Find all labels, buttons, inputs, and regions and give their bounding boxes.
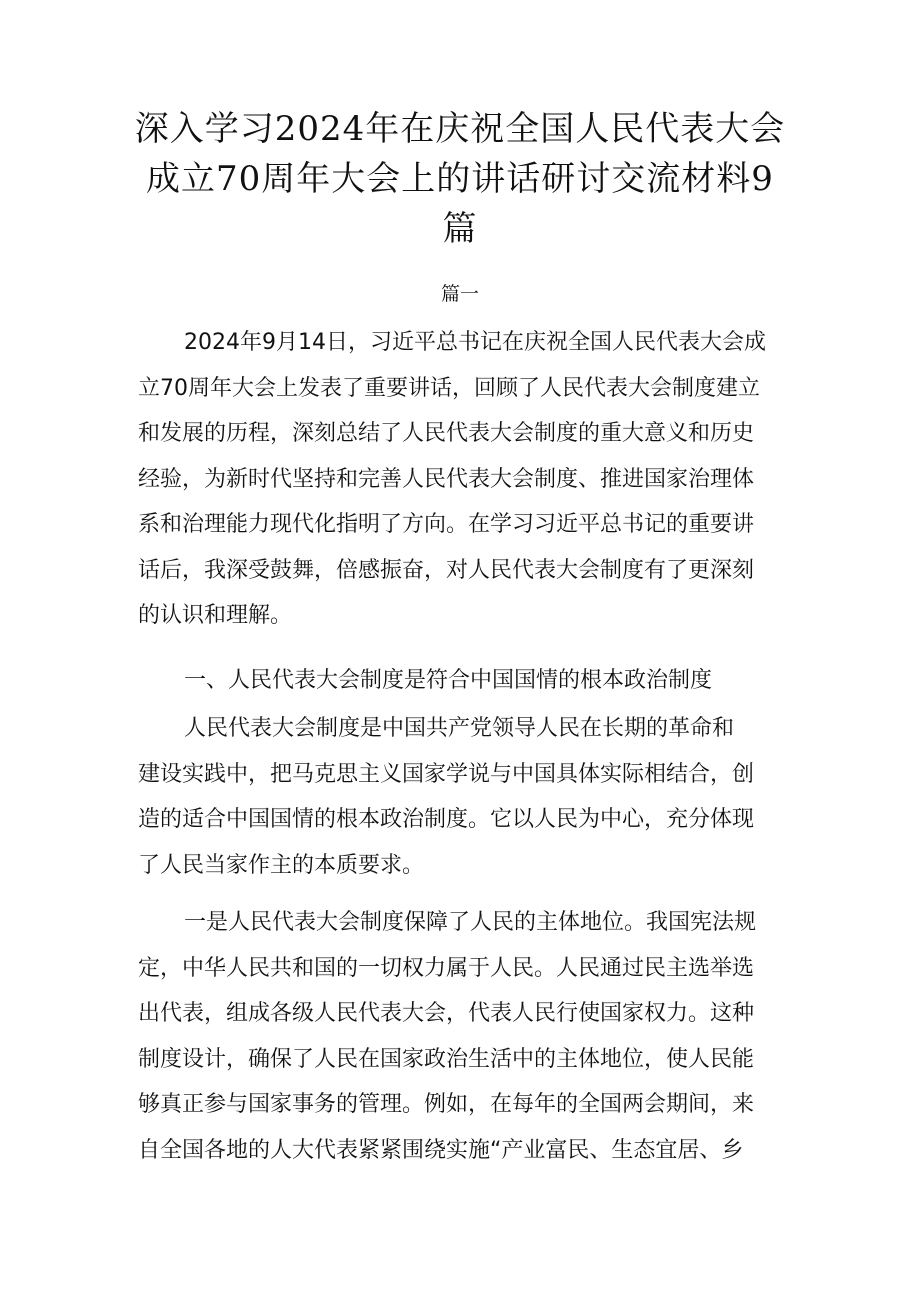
paragraph-intro [138, 320, 786, 639]
title-line: 深入学习2024年在庆祝全国人民代表大会 [134, 109, 786, 149]
text-line: 经验，为新时代坚持和完善人民代表大会制度、推进国家治理体 [138, 466, 755, 492]
paragraph-point-one [138, 900, 786, 1173]
text-line: 和发展的历程，深刻总结了人民代表大会制度的重大意义和历史 [138, 421, 755, 446]
text-line: 够真正参与国家事务的管理。例如，在每年的全国两会期间，来 [138, 1092, 755, 1117]
text-line: 自全国各地的人大代表紧紧围绕实施“产业富民、生态宜居、乡 [138, 1137, 744, 1163]
paragraph-system-description [138, 706, 786, 888]
text-line: 的认识和理解。 [138, 603, 293, 628]
section-heading [138, 658, 786, 704]
title-line: 成立70周年大会上的讲话研讨交流材料9 [146, 159, 774, 199]
text-line: 造的适合中国国情的根本政治制度。它以人民为中心，充分体现 [138, 807, 755, 832]
text-line: 了人民当家作主的本质要求。 [138, 852, 425, 878]
text-line: 立70周年大会上发表了重要讲话，回顾了人民代表大会制度建立 [138, 375, 760, 401]
text-line: 话后，我深受鼓舞，倍感振奋，对人民代表大会制度有了更深刻 [138, 557, 755, 583]
text-line: 制度设计，确保了人民在国家政治生活中的主体地位，使人民能 [138, 1046, 755, 1072]
document-title [120, 104, 800, 254]
text-line: 人民代表大会制度是中国共产党领导人民在长期的革命和 [184, 716, 735, 741]
title-line: 篇 [442, 209, 478, 249]
text-line: 建设实践中，把马克思主义国家学说与中国具体实际相结合，创 [138, 761, 755, 787]
text-line: 2024年9月14日，习近平总书记在庆祝全国人民代表大会成 [184, 330, 766, 355]
heading-line: 一、人民代表大会制度是符合中国国情的根本政治制度 [184, 668, 713, 693]
text-line: 系和治理能力现代化指明了方向。在学习习近平总书记的重要讲 [138, 512, 755, 537]
text-line: 一是人民代表大会制度保障了人民的主体地位。我国宪法规 [184, 910, 757, 935]
section-label: 篇一 [440, 283, 479, 305]
text-line: 定，中华人民共和国的一切权力属于人民。人民通过民主选举选 [138, 955, 755, 981]
text-line: 出代表，组成各级人民代表大会，代表人民行使国家权力。这种 [138, 1001, 755, 1026]
